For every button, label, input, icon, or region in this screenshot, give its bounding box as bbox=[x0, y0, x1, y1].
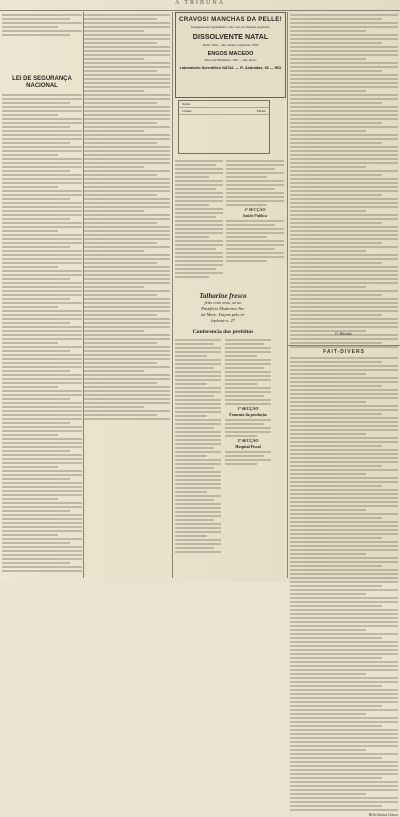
body-text bbox=[84, 14, 170, 420]
author-name: Hélio Santos Gomes bbox=[368, 813, 398, 817]
body-text bbox=[175, 337, 221, 555]
faits-divers-article bbox=[290, 349, 398, 817]
body-text bbox=[225, 451, 271, 465]
ad-approval: Prem. 1900 — Rio Janeiro registrado. 1896 bbox=[202, 43, 259, 47]
coupon-row bbox=[179, 108, 269, 115]
body-text bbox=[225, 419, 271, 437]
talharine-line: lephone n. 27 bbox=[211, 318, 235, 323]
section-label: Saúde Publica bbox=[242, 213, 268, 219]
faits-divers-title: FAIT-DIVERS bbox=[323, 349, 365, 355]
coupon-form bbox=[178, 100, 270, 154]
masthead: A TRIBUNA bbox=[0, 0, 400, 11]
advertisement-box bbox=[175, 12, 286, 98]
coupon-city-label: Cidade bbox=[182, 109, 192, 113]
ad-lab: Laboratorio Scientifico NATAL — R. Andradas, 36 — RIO bbox=[179, 66, 282, 70]
body-text bbox=[225, 339, 271, 405]
article-column-4 bbox=[290, 12, 398, 355]
conference-headline: Conferencia dos prefeitos bbox=[192, 329, 254, 335]
body-text bbox=[2, 94, 82, 572]
article-column-2 bbox=[84, 12, 170, 422]
talharine-title: Talharine fresco bbox=[199, 292, 247, 300]
section-label: 2ª SECÇÃO bbox=[244, 207, 266, 212]
body-text bbox=[2, 14, 82, 36]
body-text bbox=[226, 220, 284, 262]
section-label: 2ª SECÇÃO bbox=[237, 438, 259, 444]
body-text bbox=[226, 160, 284, 206]
section-label: Hospital Fiscal bbox=[235, 444, 261, 450]
body-text bbox=[175, 160, 223, 278]
article-column-1 bbox=[2, 12, 82, 578]
talharine-ad bbox=[175, 292, 271, 324]
article-headline: LEI DE SEGURANÇA NACIONAL bbox=[12, 76, 72, 89]
column-divider bbox=[172, 12, 173, 578]
ad-headline: CRAVOS! MANCHAS DA PELLE! bbox=[178, 16, 283, 23]
ad-seller: ENGOS MACEDO bbox=[207, 51, 254, 57]
talharine-line: Pastificio Modernos Na- bbox=[201, 306, 245, 311]
section-label: 1ª SECÇÃO bbox=[237, 406, 259, 412]
coupon-name-label: Nome bbox=[182, 102, 191, 106]
article-column-3a bbox=[175, 158, 223, 288]
signature: O. Marinho. bbox=[335, 332, 353, 336]
talharine-line: feito com ovos, só no bbox=[204, 300, 242, 305]
body-text bbox=[290, 357, 398, 811]
column-divider bbox=[287, 12, 288, 578]
section-label: Fomento da produção bbox=[229, 412, 267, 418]
ad-address: Rua José Bonifácio, 396 — São Paulo bbox=[204, 58, 257, 62]
coupon-row bbox=[179, 101, 269, 108]
ad-product: DISSOLVENTE NATAL bbox=[192, 32, 269, 41]
talharine-line: tal Mene. Façam pelo te- bbox=[200, 312, 246, 317]
conference-article bbox=[175, 330, 271, 578]
coupon-state-label: Estado bbox=[256, 109, 266, 113]
article-column-3b bbox=[226, 158, 284, 288]
conference-sections bbox=[225, 337, 271, 555]
ad-tagline: Desapparecem rapidamente com o uso do afamado preparado bbox=[191, 25, 270, 29]
body-text bbox=[290, 14, 398, 348]
